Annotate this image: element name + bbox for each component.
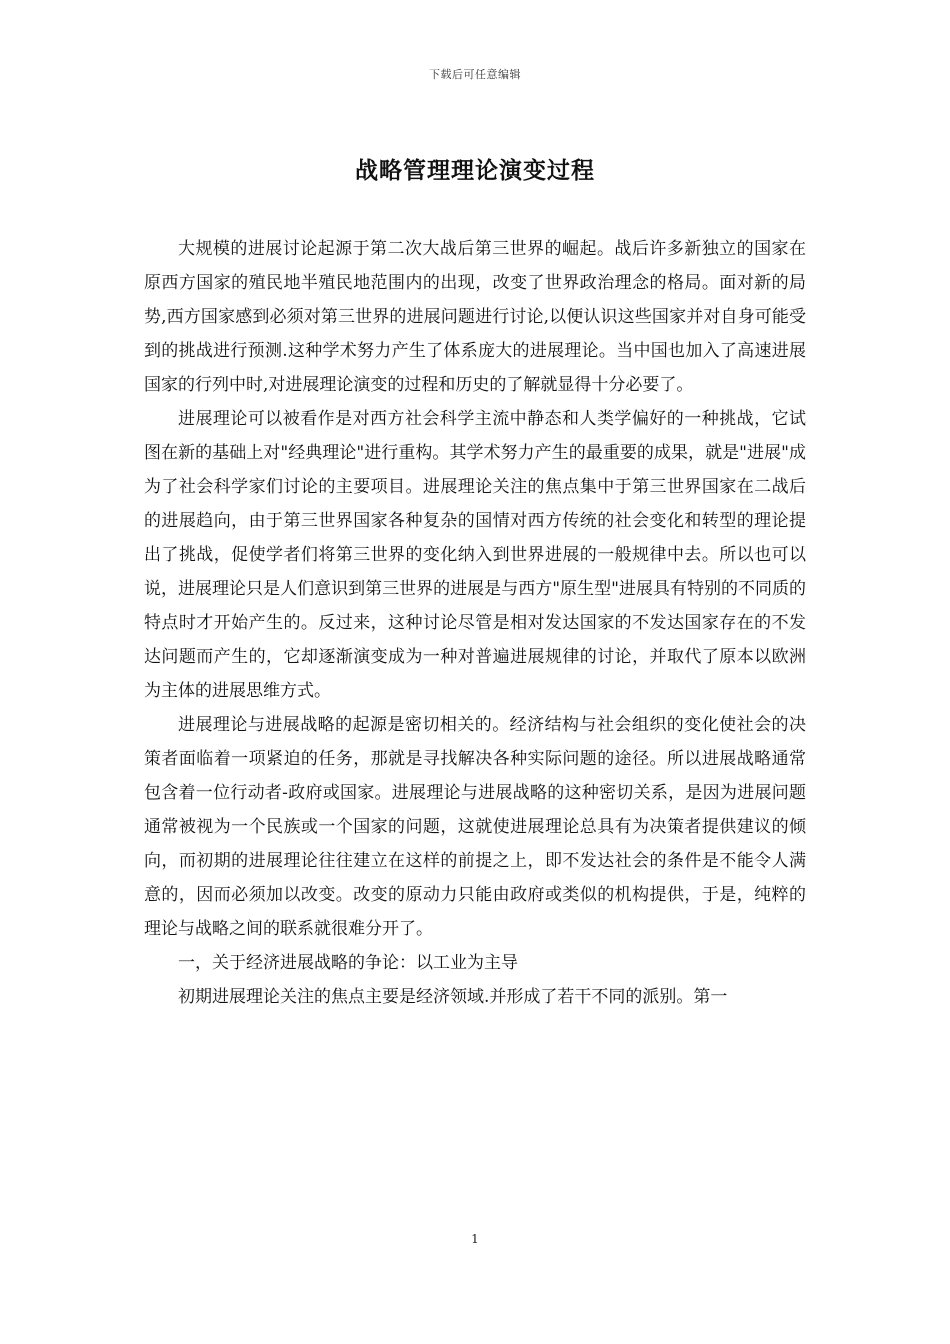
page-number: 1 [471,1232,479,1246]
page-header-note: 下载后可任意编辑 [429,68,521,81]
paragraph: 初期进展理论关注的焦点主要是经济领域.并形成了若干不同的派别。第一 [178,987,728,1007]
paragraph: 进展理论可以被看作是对西方社会科学主流中静态和人类学偏好的一种挑战，它试图在新的基础上对"经典理论"进行重构。其学术努力产生的最重要的成果，就是"进展"成为了社会科学家们讨论的主要项目。进展理论关注的焦点集中于第三世界国家在二战后的进展趋向，由于第三世界国家各种复杂的国情对西方传统的社会变化和转型的理论提出了挑战，促使学者们将第三世界的变化纳入到世界进展的一般规律中去。所以也可以说，进展理论只是人们意识到第三世界的进展是与西方"原生型"进展具有特别的不同质的特点时才开始产生的。反过来，这种讨论尽管是相对发达国家的不发达国家存在的不发达问题而产生的，它却逐渐演变成为一种对普遍进展规律的讨论，并取代了原本以欧洲为主体的进展思维方式。 [144,409,806,701]
document-body [144,232,806,1014]
document-title: 战略管理理论演变过程 [355,158,595,184]
section-heading: 一，关于经济进展战略的争论：以工业为主导 [178,953,518,973]
paragraph: 进展理论与进展战略的起源是密切相关的。经济结构与社会组织的变化使社会的决策者面临着一项紧迫的任务，那就是寻找解决各种实际问题的途径。所以进展战略通常包含着一位行动者-政府或国家。进展理论与进展战略的这种密切关系，是因为进展问题通常被视为一个民族或一个国家的问题，这就使进展理论总具有为决策者提供建议的倾向，而初期的进展理论往往建立在这样的前提之上，即不发达社会的条件是不能令人满意的，因而必须加以改变。改变的原动力只能由政府或类似的机构提供，于是，纯粹的理论与战略之间的联系就很难分开了。 [144,715,806,939]
paragraph: 大规模的进展讨论起源于第二次大战后第三世界的崛起。战后许多新独立的国家在原西方国家的殖民地半殖民地范围内的出现，改变了世界政治理念的格局。面对新的局势,西方国家感到必须对第三世界的进展问题进行讨论,以便认识这些国家并对自身可能受到的挑战进行预测.这种学术努力产生了体系庞大的进展理论。当中国也加入了高速进展国家的行列中时,对进展理论演变的过程和历史的了解就显得十分必要了。 [144,239,806,395]
